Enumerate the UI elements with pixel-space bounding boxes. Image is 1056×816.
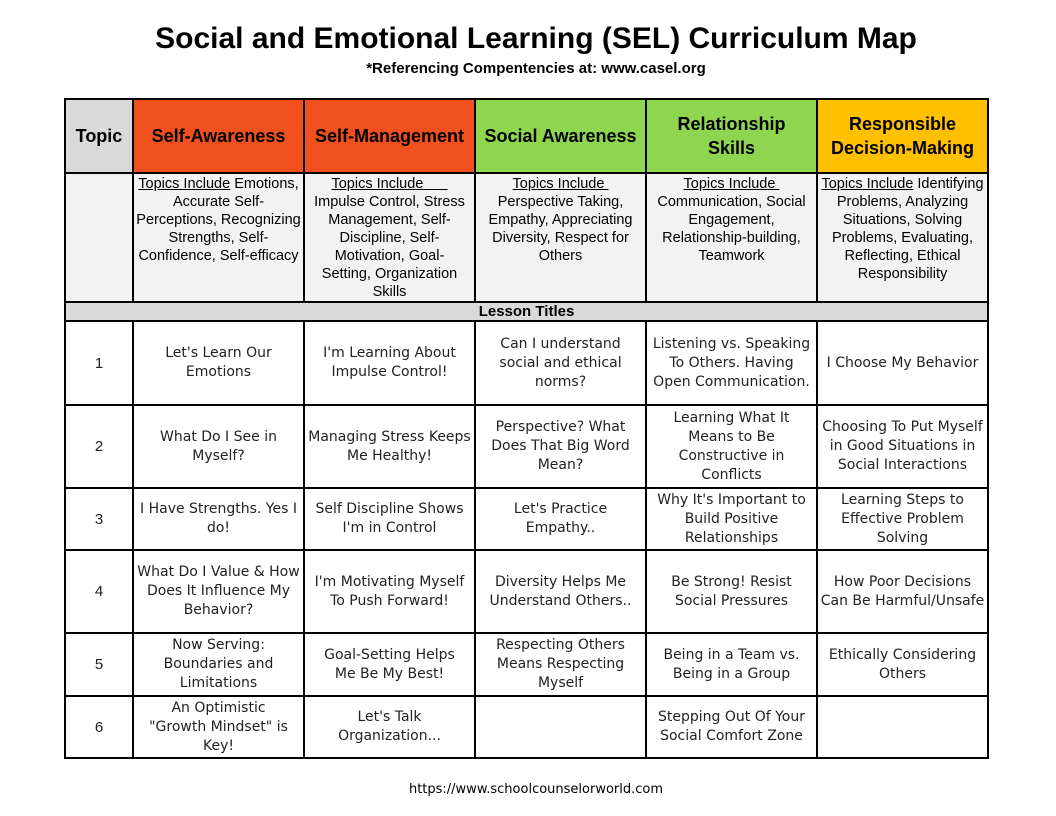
lesson-number: 3 [65, 488, 133, 550]
description-label: Topics Include [821, 176, 914, 192]
lesson-titles-label: Lesson Titles [65, 302, 988, 321]
lesson-cell: Choosing To Put Myself in Good Situations in Social Interactions [817, 405, 988, 488]
lesson-cell: Managing Stress Keeps Me Healthy! [304, 405, 475, 488]
lesson-number: 2 [65, 405, 133, 488]
header-self-management: Self-Management [304, 99, 475, 173]
table-row [65, 488, 988, 550]
footer-url: https://www.schoolcounselorworld.com [408, 782, 664, 797]
table-row [65, 696, 988, 758]
description-row [65, 173, 988, 302]
description-label: Topics Include [683, 176, 776, 192]
description-text: Identifying Problems, Analyzing Situations, Solving Problems, Evaluating, Reflecting, Ethical Responsibility [831, 176, 984, 282]
description-responsible-decision-making [817, 173, 988, 302]
lesson-cell: I'm Learning About Impulse Control! [304, 321, 475, 405]
lesson-cell: Respecting Others Means Respecting Myself [475, 633, 646, 696]
table-row [65, 550, 988, 633]
lesson-cell: I Choose My Behavior [817, 321, 988, 405]
header-social-awareness: Social Awareness [475, 99, 646, 173]
lesson-cell: Let's Talk Organization... [304, 696, 475, 758]
lesson-number: 1 [65, 321, 133, 405]
lesson-cell: Diversity Helps Me Understand Others.. [475, 550, 646, 633]
header-row [65, 99, 988, 173]
description-label: Topics Include [138, 176, 231, 192]
lesson-cell: I'm Motivating Myself To Push Forward! [304, 550, 475, 633]
curriculum-map-table [64, 98, 989, 759]
lesson-cell: I Have Strengths. Yes I do! [133, 488, 304, 550]
table-row [65, 405, 988, 488]
lesson-cell: Stepping Out Of Your Social Comfort Zone [646, 696, 817, 758]
lesson-titles-row [65, 302, 988, 321]
description-relationship-skills [646, 173, 817, 302]
lesson-cell [475, 696, 646, 758]
description-self-awareness [133, 173, 304, 302]
description-label: Topics Include [512, 176, 605, 192]
topic-header: Topic [65, 99, 133, 173]
lesson-cell: Learning What It Means to Be Constructive in Conflicts [646, 405, 817, 488]
description-text: Communication, Social Engagement, Relationship-building, Teamwork [657, 194, 806, 264]
lesson-cell: Now Serving: Boundaries and Limitations [133, 633, 304, 696]
description-text: Emotions, Accurate Self-Perceptions, Recognizing Strengths, Self-Confidence, Self-efficacy [136, 176, 301, 264]
lesson-cell: Let's Practice Empathy.. [475, 488, 646, 550]
lesson-cell: Listening vs. Speaking To Others. Having Open Communication. [646, 321, 817, 405]
description-self-management [304, 173, 475, 302]
lesson-cell: Learning Steps to Effective Problem Solving [817, 488, 988, 550]
header-relationship-skills: Relationship Skills [646, 99, 817, 173]
lesson-cell: Can I understand social and ethical norms? [475, 321, 646, 405]
lesson-cell: What Do I Value & How Does It Influence My Behavior? [133, 550, 304, 633]
lesson-cell: Why It's Important to Build Positive Relationships [646, 488, 817, 550]
lesson-cell: Be Strong! Resist Social Pressures [646, 550, 817, 633]
lesson-cell: Perspective? What Does That Big Word Mean? [475, 405, 646, 488]
description-text: Impulse Control, Stress Management, Self-Discipline, Self-Motivation, Goal-Setting, Organization Skills [314, 194, 465, 300]
page-subtitle: *Referencing Compentencies at: www.casel.org [366, 60, 706, 77]
lesson-cell: What Do I See in Myself? [133, 405, 304, 488]
description-social-awareness [475, 173, 646, 302]
table-row [65, 633, 988, 696]
lesson-cell: Goal-Setting Helps Me Be My Best! [304, 633, 475, 696]
description-label: Topics Include [331, 176, 424, 192]
lesson-cell: Ethically Considering Others [817, 633, 988, 696]
lesson-number: 4 [65, 550, 133, 633]
header-self-awareness: Self-Awareness [133, 99, 304, 173]
header-responsible-decision-making: Responsible Decision-Making [817, 99, 988, 173]
lesson-cell [817, 696, 988, 758]
lesson-number: 6 [65, 696, 133, 758]
table-row [65, 321, 988, 405]
lesson-cell: An Optimistic "Growth Mindset" is Key! [133, 696, 304, 758]
lesson-number: 5 [65, 633, 133, 696]
page-title: Social and Emotional Learning (SEL) Curriculum Map [155, 22, 917, 55]
lesson-cell: Self Discipline Shows I'm in Control [304, 488, 475, 550]
lesson-cell: How Poor Decisions Can Be Harmful/Unsafe [817, 550, 988, 633]
lesson-cell: Let's Learn Our Emotions [133, 321, 304, 405]
description-empty-cell [65, 173, 133, 302]
lesson-cell: Being in a Team vs. Being in a Group [646, 633, 817, 696]
description-text: Perspective Taking, Empathy, Appreciating Diversity, Respect for Others [488, 194, 633, 264]
